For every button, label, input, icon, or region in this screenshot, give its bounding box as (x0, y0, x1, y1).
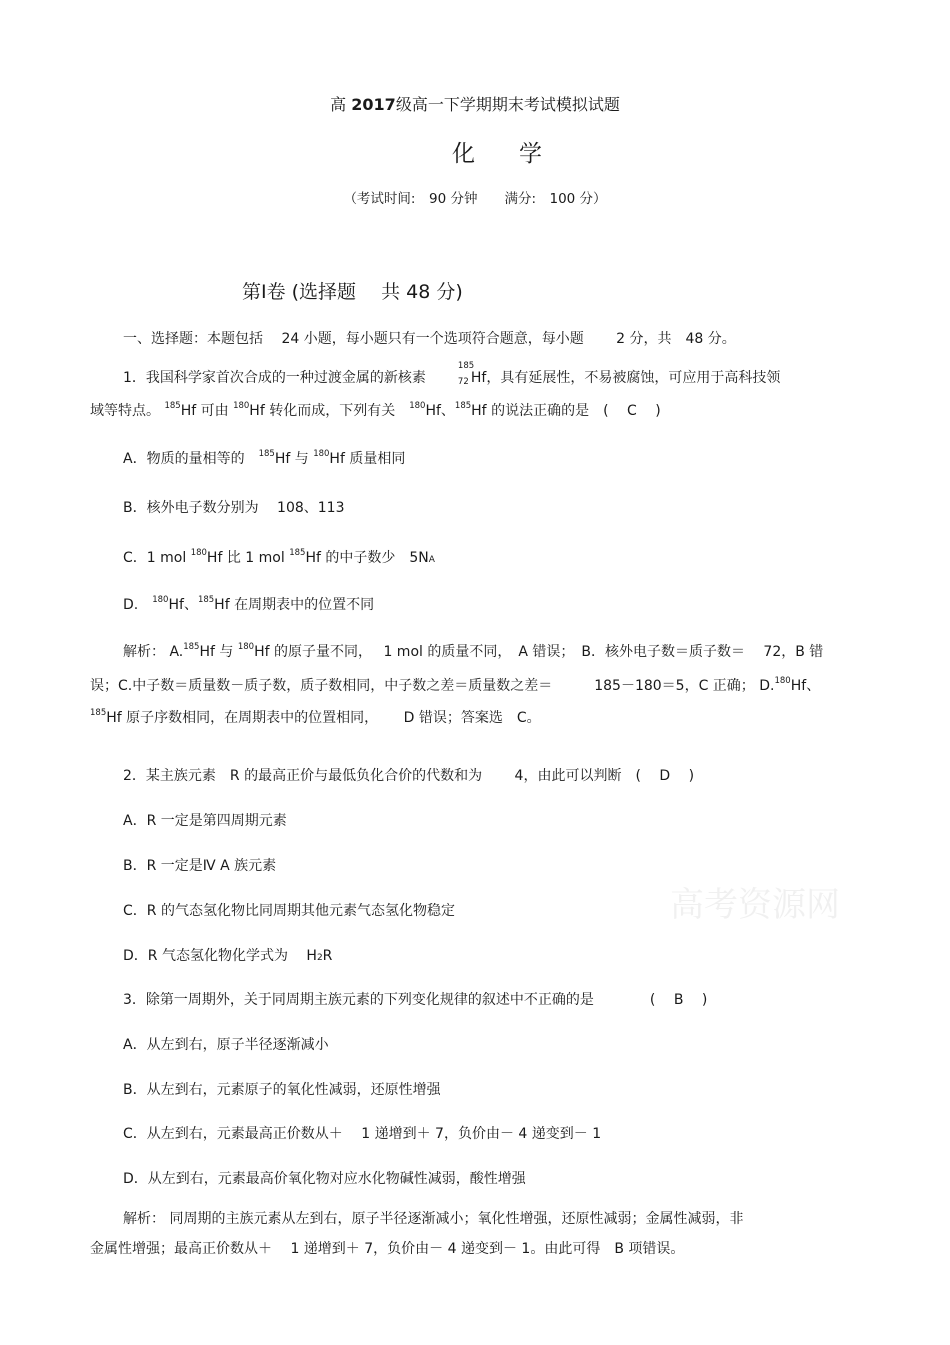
section-heading: 第Ⅰ卷 (选择题 共 48 分) (242, 281, 463, 303)
q1-option-b: B．核外电子数分别为 108、113 (123, 500, 345, 516)
q2-option-b: B．R 一定是Ⅳ A 族元素 (123, 858, 277, 874)
q1-option-a: A．物质的量相等的 $^{185}$Hf 与 $^{180}$Hf 质量相同 (123, 449, 406, 467)
q3-option-a: A．从左到右，原子半径逐渐减小 (123, 1037, 329, 1053)
title-prefix: 高 (330, 95, 347, 114)
subject-title: 化学 (452, 141, 586, 167)
nuclide-hf-185-72: 185 72 Hf (457, 361, 487, 387)
q1-explanation-line1: 解析： A.$^{185}$Hf 与 $^{180}$Hf 的原子量不同， 1 mol 的质量不同， A 错误； B．核外电子数＝质子数＝ 72，B 错 (123, 642, 824, 660)
q1-stem-line2: 域等特点。 $^{185}$Hf 可由 $^{180}$Hf 转化而成，下列有关 $^{180}$Hf、$^{185}$Hf 的说法正确的是 ( C ) (90, 401, 661, 419)
q1-stem: 1．我国科学家首次合成的一种过渡金属的新核素 185 72 Hf，具有延展性，不易被腐蚀，可应用于高科技领 (123, 361, 781, 387)
title-suffix: 级高一下学期期末考试模拟试题 (395, 95, 620, 114)
q2-option-a: A．R 一定是第四周期元素 (123, 813, 287, 829)
section-instructions: 一、选择题：本题包括 24 小题，每小题只有一个选项符合题意，每小题 2 分，共 48 分。 (123, 331, 736, 347)
exam-info: （考试时间: 90 分钟 满分: 100 分） (343, 191, 607, 207)
q1-explanation-line3: $^{185}$Hf 原子序数相同，在周期表中的位置相同， D 错误；答案选 C。 (90, 708, 541, 726)
q3-option-c: C．从左到右，元素最高正价数从＋ 1 递增到＋ 7，负价由－ 4 递变到－ 1 (123, 1126, 602, 1142)
q3-option-b: B．从左到右，元素原子的氧化性减弱，还原性增强 (123, 1082, 441, 1098)
exam-title (0, 97, 950, 113)
q3-option-d: D．从左到右，元素最高价氧化物对应水化物碱性减弱，酸性增强 (123, 1171, 526, 1187)
q2-option-d: D．R 气态氢化物化学式为 H2R (123, 948, 333, 964)
q1-option-c: C．1 mol $^{180}$Hf 比 1 mol $^{185}$Hf 的中子数少 5NA (123, 548, 435, 566)
q1-option-d: D. $^{180}$Hf、$^{185}$Hf 在周期表中的位置不同 (123, 595, 375, 613)
q2-stem: 2．某主族元素 R 的最高正价与最低负化合价的代数和为 4，由此可以判断 ( D ) (123, 768, 695, 784)
q3-explanation-line2: 金属性增强；最高正价数从＋ 1 递增到＋ 7，负价由－ 4 递变到－ 1。由此可得 B 项错误。 (90, 1241, 685, 1257)
title-year: 2017 (351, 95, 396, 114)
q3-stem: 3．除第一周期外，关于同周期主族元素的下列变化规律的叙述中不正确的是 ( B ) (123, 992, 708, 1008)
q1-explanation-line2: 误；C.中子数＝质量数－质子数，质子数相同，中子数之差＝质量数之差＝ 185－180＝5，C 正确； D.$^{180}$Hf、 (90, 676, 821, 694)
watermark: 高考资源网 (670, 885, 840, 925)
q2-option-c: C．R 的气态氢化物比同周期其他元素气态氢化物稳定 (123, 903, 455, 919)
q3-explanation-line1: 解析： 同周期的主族元素从左到右，原子半径逐渐减小；氧化性增强，还原性减弱；金属性减弱，非 (123, 1211, 744, 1227)
